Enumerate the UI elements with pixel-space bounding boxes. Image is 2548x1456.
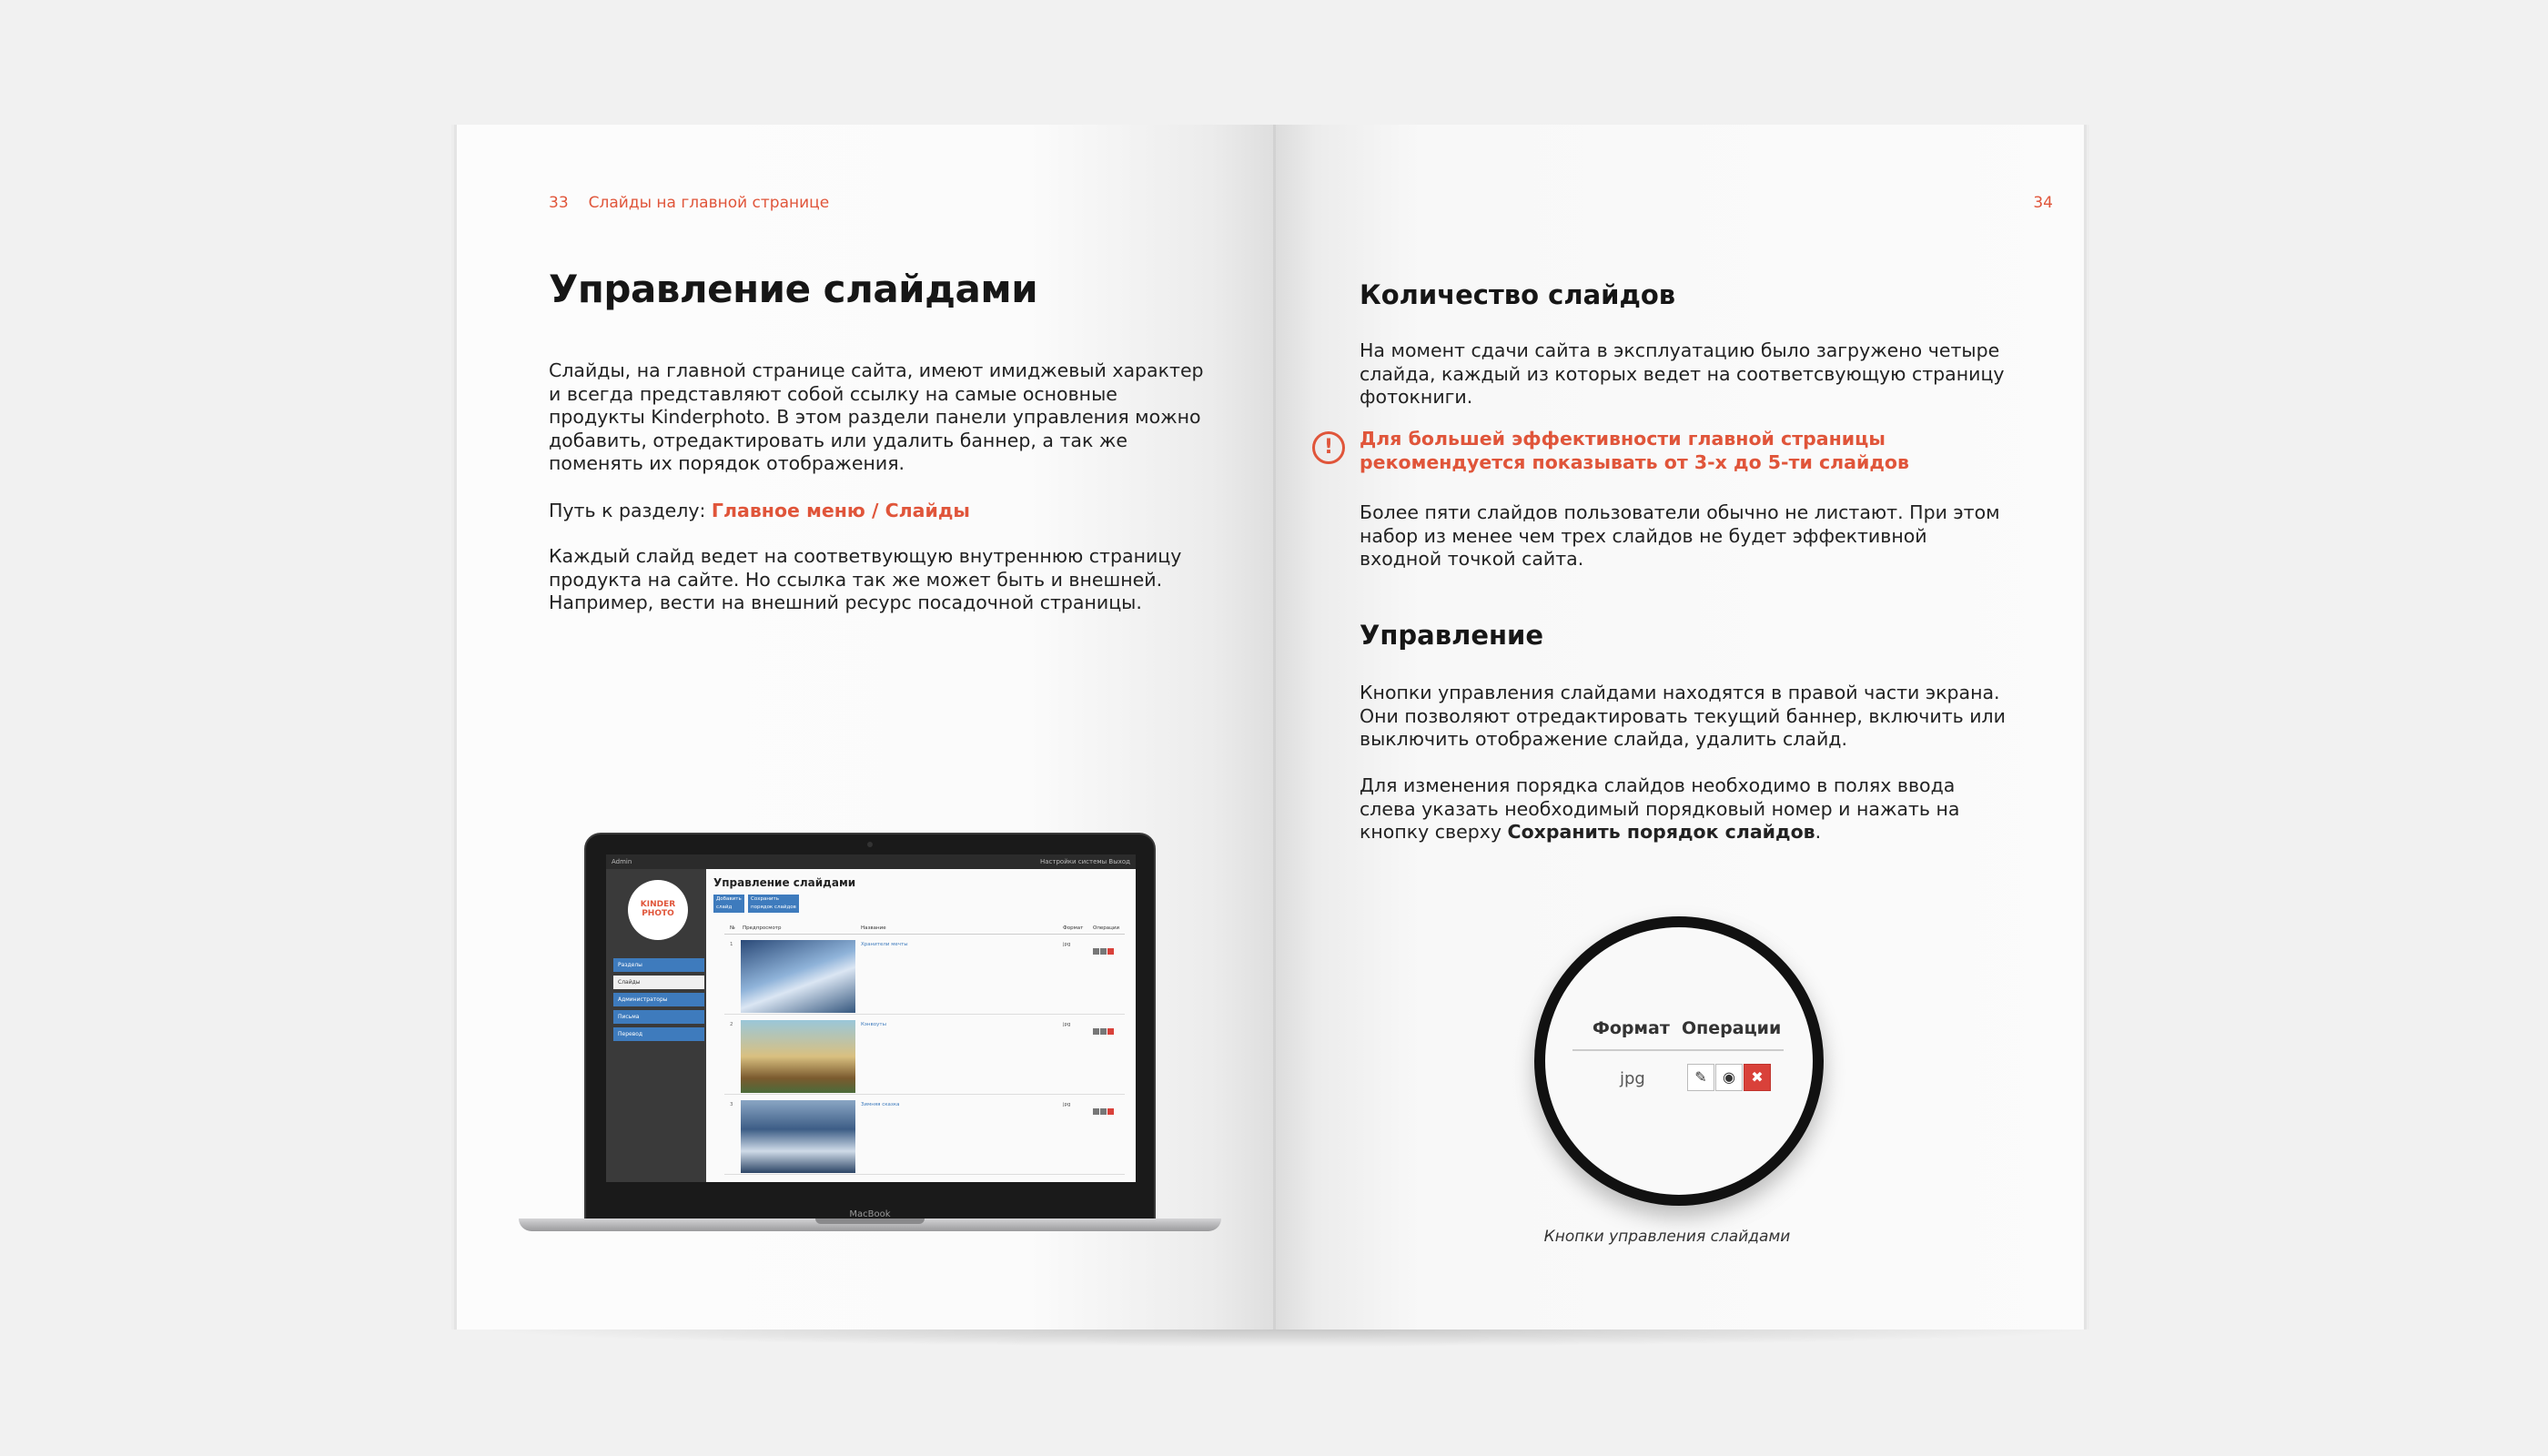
laptop-brand: MacBook — [849, 1209, 891, 1219]
page-number-right: 34 — [2033, 194, 2053, 212]
screen-title: Управление слайдами — [713, 876, 856, 889]
warning-icon: ! — [1312, 431, 1345, 464]
zoom-col-ops: Операции — [1682, 1018, 1782, 1038]
delete-icon[interactable] — [1107, 948, 1114, 955]
page-title: Управление слайдами — [549, 267, 1038, 311]
table-row — [724, 936, 1125, 1015]
heading-slide-count: Количество слайдов — [1360, 279, 1676, 310]
menu-item-slides[interactable]: Слайды — [613, 976, 704, 989]
eye-icon[interactable]: ◉ — [1715, 1064, 1743, 1091]
row-num: 3 — [730, 1102, 733, 1107]
path-paragraph — [549, 500, 1204, 523]
section-name: Слайды на главной странице — [588, 194, 830, 212]
eye-icon[interactable] — [1100, 1028, 1107, 1035]
page-number: 33 — [549, 194, 569, 212]
path-label: Путь к разделу: — [549, 500, 712, 521]
figure-caption: Кнопки управления слайдами — [1543, 1228, 1791, 1246]
col-num: № — [730, 925, 735, 931]
zoom-col-format: Формат — [1592, 1018, 1670, 1038]
camera — [867, 842, 873, 847]
slide-name-link[interactable]: Хранители мечты — [861, 942, 908, 947]
right-page — [1276, 125, 2084, 1330]
logo-text: KINDER PHOTO — [640, 900, 676, 918]
edit-icon[interactable]: ✎ — [1687, 1064, 1714, 1091]
warning-text: Для большей эффективности главной страницы рекомендуется показывать от 3-х до 5-ти слайдов — [1360, 428, 1909, 473]
admin-main — [706, 869, 1136, 1182]
col-name: Название — [861, 925, 886, 931]
slide-format: jpg — [1063, 1102, 1071, 1107]
count-paragraph: На момент сдачи сайта в эксплуатацию было загружено четыре слайда, каждый из которых ведет на соответсвующую страницу фотокниги. — [1360, 339, 2005, 408]
col-ops: Операции — [1093, 925, 1120, 931]
col-preview: Предпросмотр — [743, 925, 782, 931]
edit-icon[interactable] — [1093, 948, 1099, 955]
add-slide-button[interactable]: Добавить слайд — [713, 895, 744, 913]
more-slides-paragraph: Более пяти слайдов пользователи обычно не листают. При этом набор из менее чем трех слайдов не будет эффективной входной точкой сайта. — [1360, 501, 2000, 570]
slide-thumbnail — [741, 1020, 855, 1093]
link-paragraph: Каждый слайд ведет на соответвующую внутреннюю страницу продукта на сайте. Но ссылка так же может быть и внешней. Например, вести на внешний ресурс посадочной страницы. — [549, 545, 1182, 613]
menu-item-translation[interactable]: Перевод — [613, 1027, 704, 1041]
laptop-screen — [606, 854, 1136, 1182]
save-order-button[interactable]: Сохранить порядок слайдов — [748, 895, 799, 913]
admin-topbar — [606, 854, 1136, 869]
order-button-name: Сохранить порядок слайдов — [1507, 821, 1815, 843]
delete-icon[interactable] — [1107, 1108, 1114, 1115]
slide-thumbnail — [741, 1100, 855, 1173]
delete-icon[interactable]: ✖ — [1744, 1064, 1771, 1091]
kinderphoto-logo — [628, 880, 688, 940]
row-operations — [1093, 941, 1117, 947]
eye-icon[interactable] — [1100, 1108, 1107, 1115]
zoom-format-value: jpg — [1620, 1069, 1645, 1088]
zoom-divider — [1572, 1049, 1784, 1051]
heading-management: Управление — [1360, 620, 1544, 651]
order-paragraph — [1360, 774, 2015, 844]
eye-icon[interactable] — [1100, 948, 1107, 955]
table-row — [724, 1016, 1125, 1095]
menu-item-letters[interactable]: Письма — [613, 1010, 704, 1024]
order-text: Для изменения порядка слайдов необходимо в полях ввода слева указать необходимый порядковый номер и нажать на кнопку сверху — [1360, 774, 1960, 843]
col-format: Формат — [1063, 925, 1084, 931]
row-num: 1 — [730, 942, 733, 947]
admin-sidebar — [606, 869, 706, 1182]
table-header — [724, 925, 1125, 935]
row-operations — [1093, 1101, 1117, 1107]
left-page — [457, 125, 1276, 1330]
delete-icon[interactable] — [1107, 1028, 1114, 1035]
row-num: 2 — [730, 1022, 733, 1027]
intro-paragraph: Слайды, на главной странице сайта, имеют имиджевый характер и всегда представляют собой ссылку на самые основные продукты Kinderphoto. В этом раздели панели управления можно добавить, отредактировать или удалить баннер, а так же поменять их порядок отображения. — [549, 359, 1204, 474]
running-head-left — [549, 194, 829, 212]
table-row — [724, 1097, 1125, 1175]
slide-name-link[interactable]: Кэнвоуты — [861, 1022, 886, 1027]
path-value: Главное меню / Слайды — [711, 500, 970, 521]
topbar-title: Admin — [612, 858, 632, 865]
slide-format: jpg — [1063, 942, 1071, 947]
slide-name-link[interactable]: Зимняя сказка — [861, 1102, 900, 1107]
zoom-callout — [1534, 916, 1824, 1206]
laptop-mockup — [519, 833, 1221, 1235]
row-operations — [1093, 1021, 1117, 1027]
laptop-lid — [584, 833, 1156, 1222]
slide-format: jpg — [1063, 1022, 1071, 1027]
edit-icon[interactable] — [1093, 1108, 1099, 1115]
topbar-links: Настройки системы Выход — [1039, 858, 1130, 865]
menu-item-sections[interactable]: Разделы — [613, 958, 704, 972]
menu-item-admins[interactable]: Администраторы — [613, 993, 704, 1006]
order-end: . — [1815, 821, 1822, 843]
slide-thumbnail — [741, 940, 855, 1013]
edit-icon[interactable] — [1093, 1028, 1099, 1035]
management-paragraph: Кнопки управления слайдами находятся в правой части экрана. Они позволяют отредактировать текущий баннер, включить или выключить отображение слайда, удалить слайд. — [1360, 682, 2006, 750]
